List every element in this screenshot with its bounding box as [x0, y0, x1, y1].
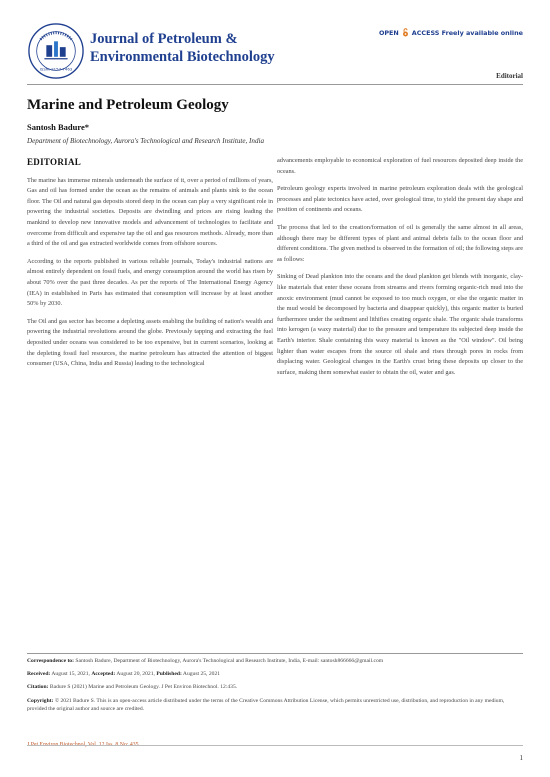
journal-citation: J Pet Environ Biotechnol, Vol. 12 Iss. 8 No: 435	[27, 742, 139, 748]
bottom-divider	[27, 745, 523, 746]
article-type: Editorial	[496, 72, 523, 80]
citation-text: Badure S (2021) Marine and Petroleum Geology. J Pet Environ Biotechnol. 12:435.	[49, 684, 238, 691]
correspondence-label: Correspondence to:	[27, 658, 74, 664]
accepted-date: August 20, 2021,	[116, 671, 155, 678]
journal-title[interactable]	[90, 30, 310, 66]
paragraph: The Oil and gas sector has become a depleting assets enabling the building of nation's wealth and powering the industrial revolutions around the globe. Previously tapping and extracting the fuel deposited under oceans was considered to be too expensive, but in current scenarios, looking at the depleting fossil fuel resources, the marine petroleum has attracted the attention of biggest consumer (USA, China, India and Russia) leading to the technological	[27, 317, 273, 368]
access-label: ACCESS Freely available online	[411, 28, 523, 37]
logo-issn-text: ISSN: 2157-7463	[39, 66, 73, 72]
copyright-label: Copyright:	[27, 697, 54, 704]
citation-label: Citation:	[27, 684, 49, 691]
page-number: 1	[519, 754, 523, 762]
correspondence	[27, 657, 523, 665]
author-affiliation: Department of Biotechnology, Aurora's Technological and Research Institute, India	[27, 137, 265, 145]
published-date: August 25, 2021	[182, 671, 221, 678]
received-label: Received:	[27, 671, 51, 678]
accepted-label: Accepted:	[91, 671, 116, 678]
paragraph: Sinking of Dead plankton into the oceans and the dead plankton get blends with inorganic, clay-like materials that enter these oceans from streams and rivers forming organic-rich mud into the anoxic environment (mud cannot be exposed to too much oxygen, or else the organic matter in the mud would be decomposed by bacteria and disappear quickly), this organic matter is buried furthermore under the sediment and lithifies creating organic shale. The organic shale transforms into kerogen (a waxy material) due to the pressure and temperature its subjected deep inside the Earth's interior. Shale containing this waxy material is known as the "Oil window". Oil being lighter than water escapes from the source oil shale and rises through pores in rocks from displacing water. Geological changes in the Earth's crust bring these deposits up closer to the surface, making them somewhat easier to obtain the oil, water and gas.	[277, 273, 523, 376]
published-label: Published:	[156, 671, 182, 678]
citation	[27, 683, 523, 691]
footer-divider	[27, 653, 523, 654]
dates	[27, 670, 523, 678]
copyright	[27, 697, 523, 713]
open-label: OPEN	[378, 28, 399, 37]
section-heading: EDITORIAL	[27, 157, 82, 167]
paragraph: Petroleum geology experts involved in marine petroleum exploration deals with the geological processes and plate tectonics have acted, over geological time, to yield the present day shape and position of continents and oceans.	[277, 185, 523, 214]
article-title: Marine and Petroleum Geology	[27, 97, 229, 113]
left-column	[27, 156, 273, 377]
received-date: August 15, 2021,	[51, 671, 90, 678]
article-footer	[27, 657, 523, 718]
paragraph: advancements employable to economical exploration of fuel resources deposited deep inside the oceans.	[277, 157, 523, 175]
paragraph: According to the reports published in various reliable journals, Today's industrial nations are almost entirely dependent on fossil fuels, and energy consumption around the world has risen by about 70% over the past three decades. As per the reports of The International Energy Agency (IEA) in established in Paris has estimated that consumption will increase by at least another 50% by 2030.	[27, 257, 273, 308]
paragraph: The process that led to the creation/formation of oil is generally the same almost in all areas, although there may be different types of plant and animal debris falls to the ocean floor and different conditions. The given method is observed in the formation of oil; the following steps are as follows:	[277, 223, 523, 263]
open-lock-icon	[401, 28, 410, 37]
right-column	[277, 156, 523, 385]
open-access-badge	[379, 28, 523, 37]
correspondence-text[interactable]: Santosh Badure, Department of Biotechnology, Aurora's Technological and Research Institute, India, E-mail: santosh866666@gmail.com	[75, 658, 384, 664]
journal-seal-icon	[27, 22, 85, 80]
journal-title-line1: Journal of Petroleum &	[90, 31, 238, 47]
author-name[interactable]: Santosh Badure*	[27, 122, 89, 132]
paragraph: The marine has immense minerals underneath the surface of it, over a period of millions of years, Gas and oil has formed under the ocean as the remains of animals and plants sink to the ocean floor. The Oil and natural gas deposits stored deep in the ocean can play a very significant role in powering the industrial societies. Deposits are dwindling and prices are rising leading the mankind to develop new innovative models and advancement of technologies to facilitate and overcome from difficult and expensive tap the oil and gas resources methods. Already, more than a third of the oil and gas extracted worldwide comes from offshore sources.	[27, 176, 273, 248]
copyright-text: © 2021 Badure S. This is an open-access article distributed under the terms of the Creative Commons Attribution License, which permits unrestricted use, distribution, and reproduction in any medium, provided the original author and source are credited.	[27, 697, 505, 712]
journal-title-line2: Environmental Biotechnology	[90, 49, 275, 65]
header-divider	[27, 84, 523, 85]
journal-logo	[27, 22, 85, 80]
